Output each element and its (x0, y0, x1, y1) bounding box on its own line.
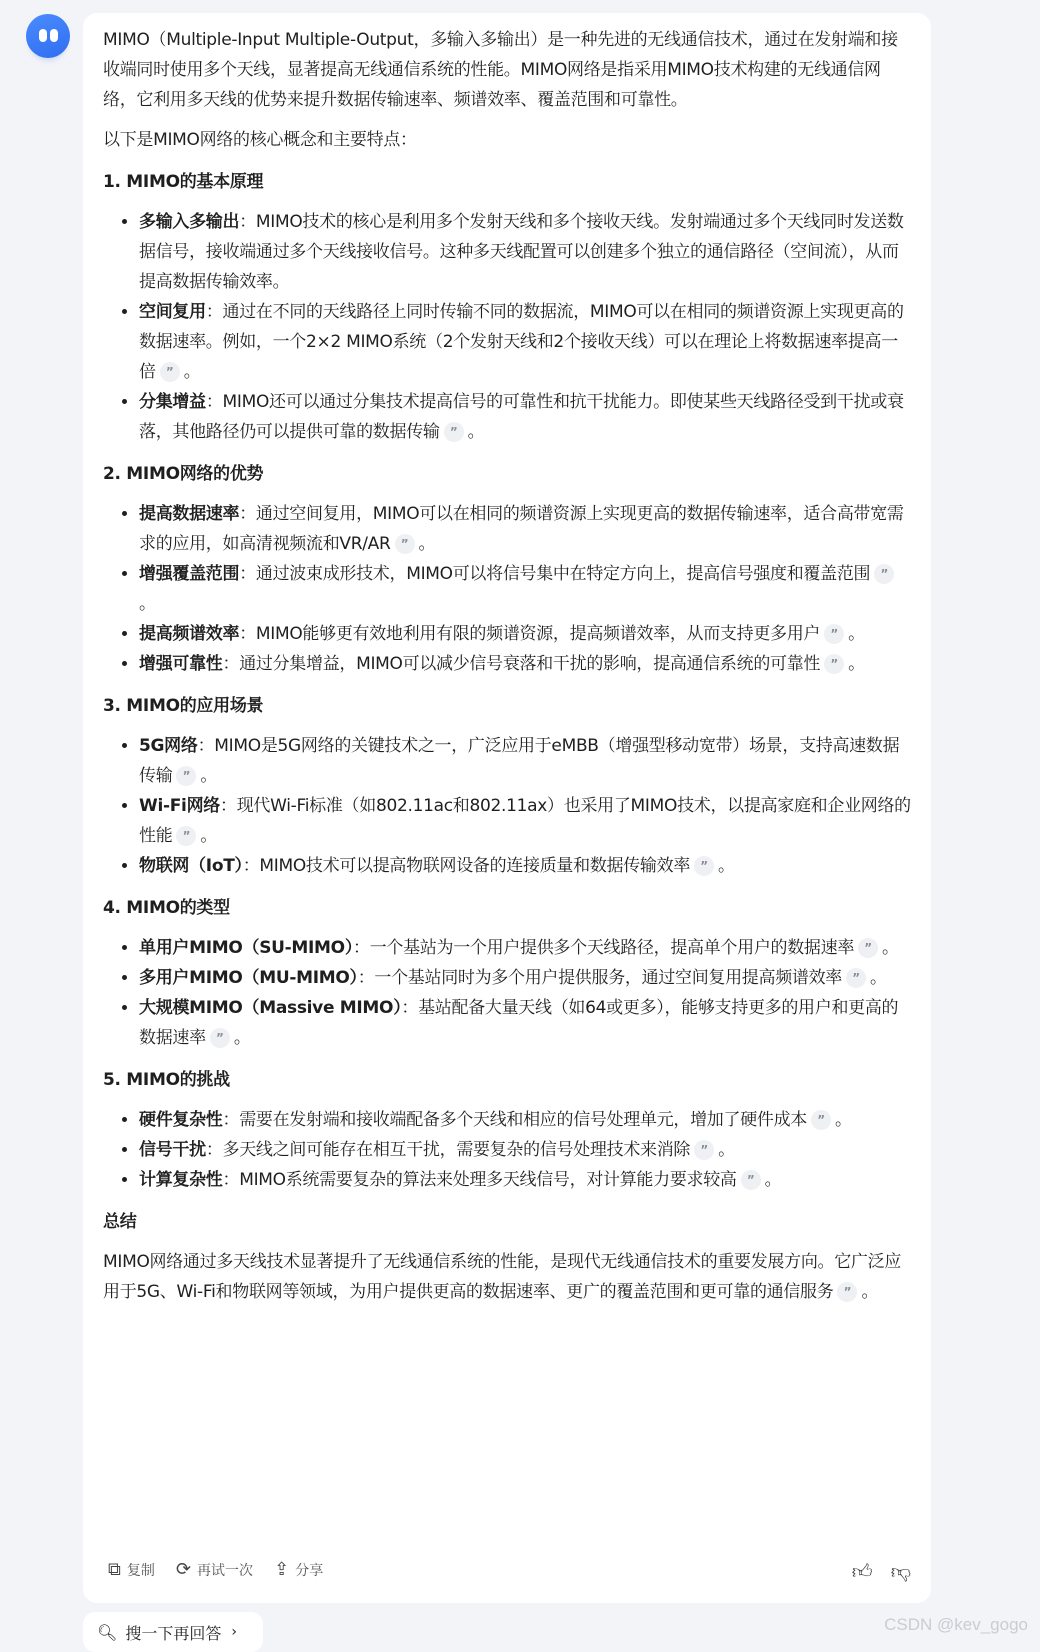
list-item (139, 993, 911, 1053)
item-term: 提高数据速率 (139, 504, 240, 524)
list-item (139, 559, 911, 619)
citation-icon[interactable]: ” (858, 938, 878, 958)
section-title: 2. MIMO网络的优势 (103, 464, 264, 484)
citation-icon[interactable]: ” (395, 534, 415, 554)
list-item (139, 963, 911, 993)
citation-icon[interactable]: ” (694, 1140, 714, 1160)
list-item (139, 1165, 911, 1195)
item-term: 空间复用 (139, 302, 206, 322)
list-item (139, 791, 911, 851)
citation-icon[interactable]: ” (824, 654, 844, 674)
feedback-buttons (852, 1559, 911, 1584)
item-text: 一个基站为一个用户提供多个天线路径，提高单个用户的数据速率 (369, 938, 855, 958)
item-term: 大规模MIMO（Massive MIMO） (139, 998, 402, 1018)
item-text: 通过空间复用，MIMO可以在相同的频谱资源上实现更高的数据传输速率，适合高带宽需求的应用，如高清视频流和VR/AR (139, 504, 904, 554)
item-term: 增强可靠性 (139, 654, 223, 674)
list-item (139, 933, 911, 963)
list-item (139, 649, 911, 679)
sections (103, 167, 911, 1195)
item-term: 计算复杂性 (139, 1170, 223, 1190)
citation-icon[interactable]: ” (824, 624, 844, 644)
action-bar (108, 1559, 911, 1589)
item-separator: ： (401, 998, 419, 1018)
retry-label: 再试一次 (197, 1562, 254, 1579)
copy-icon: ⧉ (108, 1559, 121, 1580)
watermark: CSDN @kev_gogo (884, 1615, 1028, 1634)
item-separator: ： (353, 938, 370, 958)
intro-paragraph: MIMO（Multiple-Input Multiple-Output，多输入多输出）是一种先进的无线通信技术，通过在发射端和接收端同时使用多个天线，显著提高无线通信系统的性能。MIMO网络是指采用MIMO技术构建的无线通信网络，它利用多天线的优势来提升数据传输速率、频谱效率、覆盖范围和可靠性。 (103, 30, 898, 110)
share-label: 分享 (295, 1562, 324, 1579)
citation-icon[interactable]: ” (176, 766, 196, 786)
share-icon: ⇪ (274, 1559, 290, 1580)
item-text: 通过分集增益，MIMO可以减少信号衰落和干扰的影响，提高通信系统的可靠性 (239, 654, 821, 674)
item-separator: ： (242, 856, 260, 876)
list-item (139, 1105, 911, 1135)
bullet-list (103, 731, 911, 881)
chevron-right-icon: › (231, 1624, 237, 1640)
item-end: 。 (467, 422, 485, 442)
bullet-list (103, 499, 911, 679)
item-text: 通过波束成形技术，MIMO可以将信号集中在特定方向上，提高信号强度和覆盖范围 (255, 564, 871, 584)
item-term: 硬件复杂性 (139, 1110, 223, 1130)
citation-icon[interactable]: ” (811, 1110, 831, 1130)
citation-icon[interactable]: ” (444, 422, 464, 442)
item-separator: ： (205, 1140, 223, 1160)
item-separator: ： (239, 504, 256, 524)
item-text: 基站配备大量天线（如64或更多），能够支持更多的用户和更高的数据速率 (139, 998, 899, 1048)
answer-content (103, 25, 911, 1307)
item-term: 提高频谱效率 (139, 624, 240, 644)
item-end: 。 (870, 968, 887, 988)
item-end: 。 (139, 594, 156, 614)
share-button[interactable] (274, 1559, 323, 1580)
item-separator: ： (205, 392, 223, 412)
list-item (139, 297, 911, 387)
retry-button[interactable] (176, 1559, 253, 1580)
item-separator: ： (219, 796, 237, 816)
item-end: 。 (200, 826, 218, 846)
item-term: 增强覆盖范围 (139, 564, 240, 584)
thumbs-down-icon[interactable]: 👎︎ (890, 1559, 911, 1583)
item-end: 。 (835, 1110, 852, 1130)
list-item (139, 1135, 911, 1165)
item-end: 。 (233, 1028, 251, 1048)
bullet-list (103, 1105, 911, 1195)
citation-icon[interactable]: ” (160, 362, 180, 382)
list-item (139, 731, 911, 791)
item-separator: ： (222, 654, 240, 674)
item-text: 一个基站同时为多个用户提供服务，通过空间复用提高频谱效率 (374, 968, 843, 988)
item-text: MIMO还可以通过分集技术提高信号的可靠性和抗干扰能力。即使某些天线路径受到干扰或衰落，其他路径仍可以提供可靠的数据传输 (139, 392, 904, 442)
item-term: Wi-Fi网络 (139, 796, 220, 816)
summary-paragraph (103, 1247, 911, 1307)
item-text: 现代Wi-Fi标准（如802.11ac和802.11ax）也采用了MIMO技术，以提高家庭和企业网络的性能 (139, 796, 911, 846)
citation-icon[interactable]: ” (741, 1170, 761, 1190)
citation-icon[interactable]: ” (874, 564, 894, 584)
thumbs-up-icon[interactable]: 👍︎ (851, 1559, 873, 1583)
list-item (139, 851, 911, 881)
item-text: MIMO技术的核心是利用多个发射天线和多个接收天线。发射端通过多个天线同时发送数据信号，接收端通过多个天线接收信号。这种多天线配置可以创建多个独立的通信路径（空间流），从而提高数据传输效率。 (139, 212, 904, 292)
citation-icon[interactable]: ” (694, 856, 714, 876)
item-separator: ： (239, 624, 256, 644)
citation-icon[interactable]: ” (210, 1028, 230, 1048)
refresh-icon: ⟳ (175, 1559, 192, 1580)
answer-card (83, 13, 931, 1603)
section-title: 4. MIMO的类型 (103, 898, 230, 918)
item-separator: ： (222, 1170, 240, 1190)
item-end: 。 (882, 938, 899, 958)
list-item (139, 207, 911, 297)
list-item (139, 499, 911, 559)
citation-icon[interactable]: ” (837, 1282, 857, 1302)
item-term: 单用户MIMO（SU-MIMO） (139, 938, 354, 958)
copy-label: 复制 (126, 1562, 155, 1579)
item-separator: ： (239, 212, 256, 232)
item-term: 多用户MIMO（MU-MIMO） (139, 968, 358, 988)
avatar-eye-right (50, 29, 58, 42)
item-separator: ： (357, 968, 375, 988)
section-title: 1. MIMO的基本原理 (103, 172, 264, 192)
intro-lead: 以下是MIMO网络的核心概念和主要特点： (103, 130, 417, 150)
avatar-eye-left (39, 29, 47, 42)
item-term: 物联网（IoT） (139, 856, 243, 876)
item-text: 通过在不同的天线路径上同时传输不同的数据流，MIMO可以在相同的频谱资源上实现更高的数据速率。例如，一个2×2 MIMO系统（2个发射天线和2个接收天线）可以在理论上将数据速率提高一倍 (139, 302, 904, 382)
summary-end: 。 (861, 1282, 879, 1302)
item-separator: ： (197, 736, 215, 756)
list-item (139, 619, 911, 649)
item-text: MIMO技术可以提高物联网设备的连接质量和数据传输效率 (259, 856, 691, 876)
search-icon: 🔍︎ (97, 1622, 118, 1642)
item-end: 。 (718, 1140, 735, 1160)
search-again-label: 搜一下再回答 (125, 1623, 222, 1643)
citation-icon[interactable]: ” (176, 826, 196, 846)
item-term: 信号干扰 (139, 1140, 206, 1160)
assistant-avatar (26, 14, 70, 58)
item-text: MIMO能够更有效地利用有限的频谱资源，提高频谱效率，从而支持更多用户 (255, 624, 821, 644)
item-term: 多输入多输出 (139, 212, 240, 232)
item-end: 。 (183, 362, 201, 382)
item-end: 。 (200, 766, 218, 786)
item-text: 多天线之间可能存在相互干扰，需要复杂的信号处理技术来消除 (222, 1140, 691, 1160)
copy-button[interactable] (108, 1559, 155, 1580)
item-end: 。 (718, 856, 735, 876)
citation-icon[interactable]: ” (846, 968, 866, 988)
bullet-list (103, 207, 911, 447)
item-end: 。 (848, 654, 865, 674)
item-separator: ： (205, 302, 223, 322)
summary-text: MIMO网络通过多天线技术显著提升了无线通信系统的性能，是现代无线通信技术的重要发展方向。它广泛应用于5G、Wi-Fi和物联网等领域，为用户提供更高的数据速率、更广的覆盖范围和更可靠的通信服务 (103, 1252, 902, 1302)
section-title: 3. MIMO的应用场景 (103, 696, 264, 716)
item-end: 。 (848, 624, 865, 644)
item-separator: ： (222, 1110, 240, 1130)
item-text: 需要在发射端和接收端配备多个天线和相应的信号处理单元，增加了硬件成本 (239, 1110, 808, 1130)
item-text: MIMO系统需要复杂的算法来处理多天线信号，对计算能力要求较高 (239, 1170, 737, 1190)
item-end: 。 (764, 1170, 782, 1190)
section-title: 5. MIMO的挑战 (103, 1070, 230, 1090)
item-text: MIMO是5G网络的关键技术之一，广泛应用于eMBB（增强型移动宽带）场景，支持高速数据传输 (139, 736, 900, 786)
search-again-button[interactable] (83, 1612, 263, 1652)
item-term: 5G网络 (139, 736, 198, 756)
list-item (139, 387, 911, 447)
item-separator: ： (239, 564, 256, 584)
item-term: 分集增益 (139, 392, 206, 412)
bullet-list (103, 933, 911, 1053)
item-end: 。 (418, 534, 436, 554)
summary-title: 总结 (103, 1212, 137, 1232)
